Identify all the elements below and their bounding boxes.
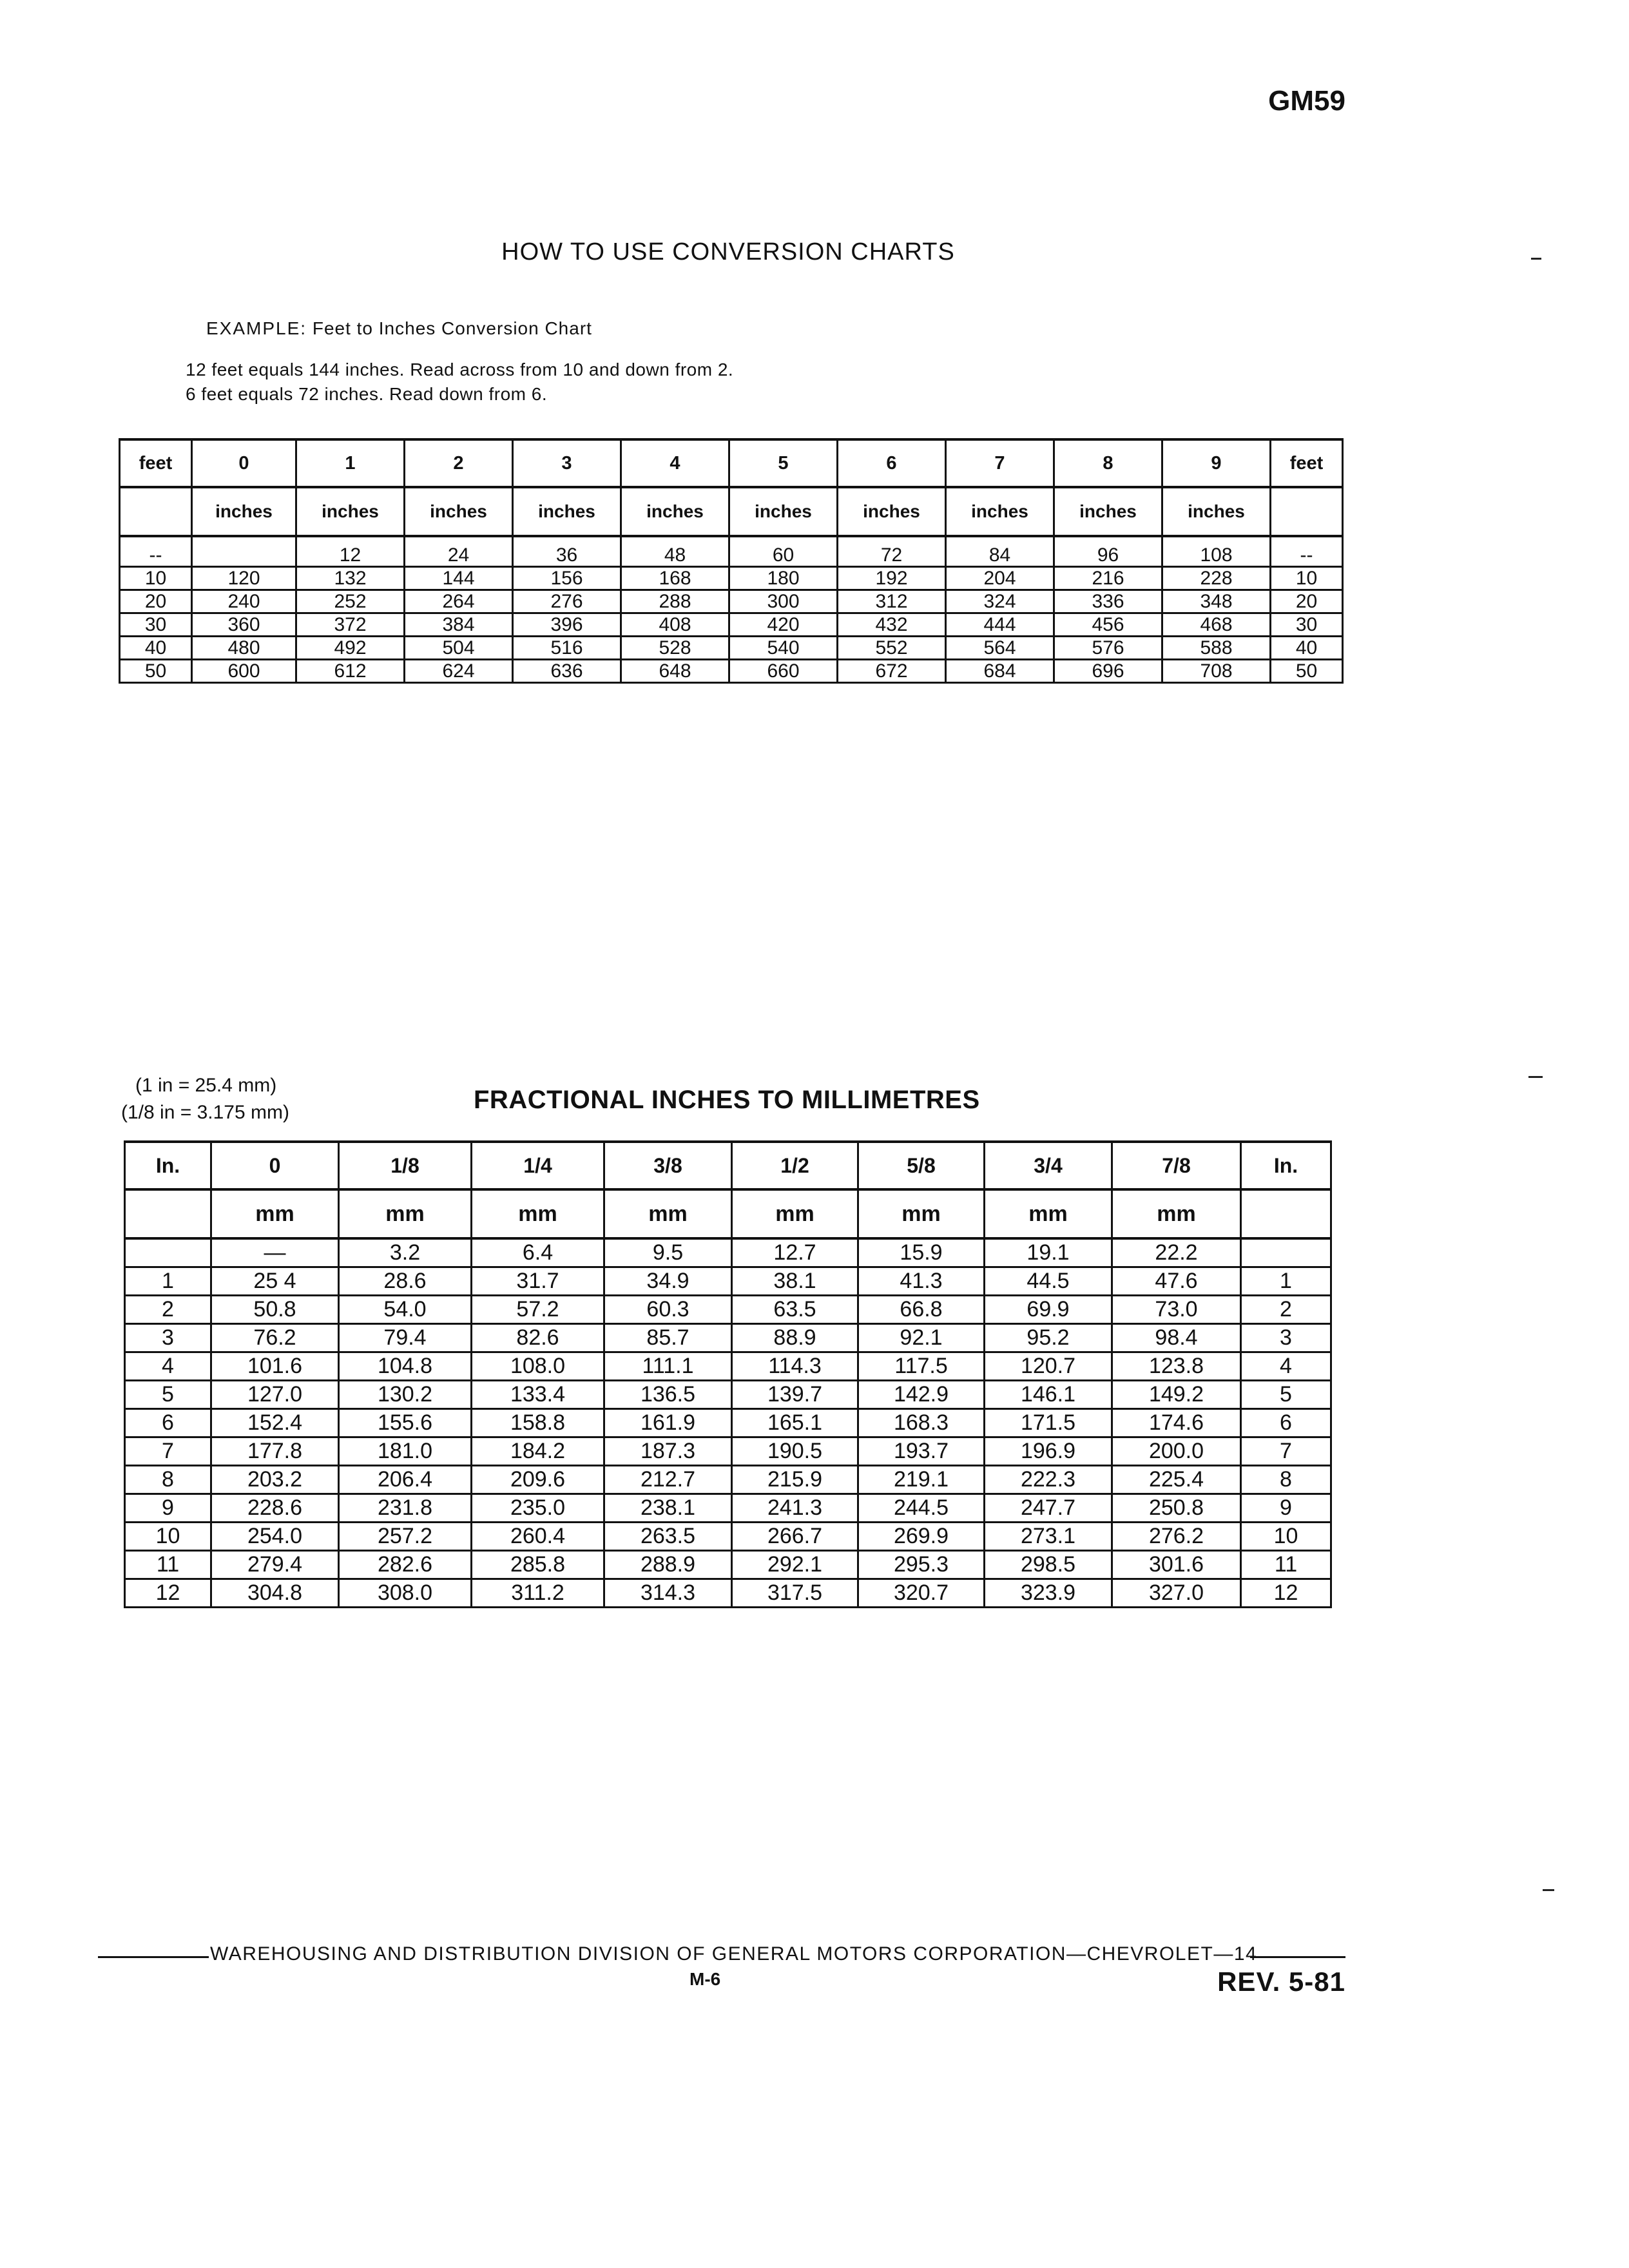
mm-table-cell: 6	[125, 1409, 211, 1437]
mm-table-cell: 12	[125, 1579, 211, 1608]
mm-table-cell: 6.4	[472, 1238, 604, 1267]
feet-table-cell: 444	[946, 613, 1054, 637]
feet-table-cell: inches	[192, 487, 296, 536]
feet-table-cell: 12	[296, 536, 405, 567]
feet-table-row	[120, 536, 1343, 567]
mm-table-cell	[125, 1189, 211, 1238]
mm-table-cell: 5	[1241, 1381, 1331, 1409]
feet-table-cell: 576	[1054, 637, 1162, 660]
feet-table-cell: 252	[296, 590, 405, 613]
mm-table-cell: 273.1	[985, 1523, 1112, 1551]
feet-table-cell: 8	[1054, 439, 1162, 487]
mm-table-cell: 295.3	[858, 1551, 985, 1579]
feet-table-cell: inches	[1054, 487, 1162, 536]
mm-table-row	[125, 1296, 1331, 1324]
feet-table-cell: 684	[946, 660, 1054, 683]
feet-to-inches-table	[119, 438, 1344, 684]
mm-table-cell: 130.2	[339, 1381, 472, 1409]
feet-table-cell: 108	[1162, 536, 1271, 567]
mm-table-cell: 235.0	[472, 1494, 604, 1523]
feet-table-cell: inches	[621, 487, 729, 536]
mm-table-cell: 244.5	[858, 1494, 985, 1523]
feet-table-cell: 384	[405, 613, 513, 637]
feet-table-cell: 60	[729, 536, 838, 567]
mm-table-cell: 269.9	[858, 1523, 985, 1551]
feet-table-cell: 48	[621, 536, 729, 567]
feet-table-cell: --	[120, 536, 192, 567]
feet-table-cell	[120, 487, 192, 536]
mm-table-cell: 41.3	[858, 1267, 985, 1296]
mm-table-cell: 301.6	[1112, 1551, 1241, 1579]
mm-table-cell: 266.7	[732, 1523, 858, 1551]
mm-table-cell: 146.1	[985, 1381, 1112, 1409]
feet-table-row	[120, 613, 1343, 637]
mm-table-cell: 95.2	[985, 1324, 1112, 1352]
mm-table-cell: 158.8	[472, 1409, 604, 1437]
mm-table-cell: 228.6	[211, 1494, 339, 1523]
mm-table-cell: 1/4	[472, 1142, 604, 1189]
feet-table-cell: feet	[1271, 439, 1343, 487]
mm-table-cell: 2	[125, 1296, 211, 1324]
mm-table-cell: 5	[125, 1381, 211, 1409]
mm-table-cell: 317.5	[732, 1579, 858, 1608]
mm-table-cell: 2	[1241, 1296, 1331, 1324]
feet-table-cell: 708	[1162, 660, 1271, 683]
feet-table-cell: 36	[513, 536, 621, 567]
feet-table-cell: 30	[120, 613, 192, 637]
mm-table-cell: 92.1	[858, 1324, 985, 1352]
feet-table-row	[120, 567, 1343, 590]
mm-table-cell: 212.7	[604, 1466, 732, 1494]
mm-table-cell: 10	[125, 1523, 211, 1551]
feet-table-cell: 120	[192, 567, 296, 590]
mm-table-cell: 9	[1241, 1494, 1331, 1523]
feet-table-cell: 564	[946, 637, 1054, 660]
mm-table-cell: 85.7	[604, 1324, 732, 1352]
mm-table-cell: 4	[125, 1352, 211, 1381]
mm-table-cell: mm	[1112, 1189, 1241, 1238]
mm-table-cell: 257.2	[339, 1523, 472, 1551]
mm-table-cell: 11	[1241, 1551, 1331, 1579]
feet-table-cell: 276	[513, 590, 621, 613]
mm-table-cell: 4	[1241, 1352, 1331, 1381]
feet-table-cell: 2	[405, 439, 513, 487]
mm-table-cell: 11	[125, 1551, 211, 1579]
mm-table-cell: 3/4	[985, 1142, 1112, 1189]
mm-table-cell: 165.1	[732, 1409, 858, 1437]
feet-table-cell: 552	[838, 637, 946, 660]
feet-table-cell: 7	[946, 439, 1054, 487]
feet-table-cell: 588	[1162, 637, 1271, 660]
feet-table-cell: 408	[621, 613, 729, 637]
mm-table-cell: 50.8	[211, 1296, 339, 1324]
mm-table-cell: 34.9	[604, 1267, 732, 1296]
mm-table-cell: 263.5	[604, 1523, 732, 1551]
mm-table-cell: 193.7	[858, 1437, 985, 1466]
mm-table-cell: 1/8	[339, 1142, 472, 1189]
feet-table-cell: 72	[838, 536, 946, 567]
mm-table-cell: mm	[472, 1189, 604, 1238]
feet-table-cell: 312	[838, 590, 946, 613]
feet-table-cell: 50	[120, 660, 192, 683]
feet-table-cell: 288	[621, 590, 729, 613]
mm-table-cell: 19.1	[985, 1238, 1112, 1267]
mm-table-cell: 215.9	[732, 1466, 858, 1494]
mm-table-cell: 133.4	[472, 1381, 604, 1409]
footer-division-text: WAREHOUSING AND DISTRIBUTION DIVISION OF GENERAL MOTORS CORPORATION—CHEVROLET—14	[210, 1943, 1258, 1965]
feet-table-cell: 30	[1271, 613, 1343, 637]
feet-table-cell: 600	[192, 660, 296, 683]
footer-rule-left	[98, 1956, 209, 1958]
page-number: M-6	[689, 1969, 721, 1989]
feet-table-row	[120, 590, 1343, 613]
feet-table-cell: 1	[296, 439, 405, 487]
mm-table-cell: 1	[125, 1267, 211, 1296]
feet-table-cell: 528	[621, 637, 729, 660]
mm-table-cell: 168.3	[858, 1409, 985, 1437]
mm-table-cell: 298.5	[985, 1551, 1112, 1579]
mm-table-cell: —	[211, 1238, 339, 1267]
feet-table-header-row	[120, 439, 1343, 487]
feet-table-cell: 348	[1162, 590, 1271, 613]
mm-table-cell: 25 4	[211, 1267, 339, 1296]
mm-table-cell: 31.7	[472, 1267, 604, 1296]
feet-table-cell: 672	[838, 660, 946, 683]
mm-table-cell: mm	[604, 1189, 732, 1238]
mm-table-header-row	[125, 1142, 1331, 1189]
mm-note-inch: (1 in = 25.4 mm)	[135, 1075, 277, 1096]
mm-table-cell: 304.8	[211, 1579, 339, 1608]
mm-table-cell: 22.2	[1112, 1238, 1241, 1267]
feet-table-cell: 636	[513, 660, 621, 683]
mm-table-cell: 12	[1241, 1579, 1331, 1608]
mm-table-cell: mm	[211, 1189, 339, 1238]
mm-table-cell: 1	[1241, 1267, 1331, 1296]
mm-table-cell: 57.2	[472, 1296, 604, 1324]
feet-table-cell: inches	[296, 487, 405, 536]
feet-table-cell: 468	[1162, 613, 1271, 637]
example-label: EXAMPLE:	[206, 318, 307, 338]
mm-table-cell: 222.3	[985, 1466, 1112, 1494]
feet-table-cell: inches	[405, 487, 513, 536]
mm-table-cell: In.	[125, 1142, 211, 1189]
mm-table-cell: 254.0	[211, 1523, 339, 1551]
example-title: Feet to Inches Conversion Chart	[312, 318, 592, 338]
feet-table-cell: inches	[838, 487, 946, 536]
mm-table-cell: 63.5	[732, 1296, 858, 1324]
example-line-2: 6 feet equals 72 inches. Read down from 6.	[186, 384, 548, 404]
mm-table-row	[125, 1551, 1331, 1579]
mm-table-row	[125, 1324, 1331, 1352]
feet-table-cell: 324	[946, 590, 1054, 613]
mm-table-row	[125, 1381, 1331, 1409]
mm-table-cell: 8	[125, 1466, 211, 1494]
mm-table-cell: 200.0	[1112, 1437, 1241, 1466]
mm-table-cell: mm	[732, 1189, 858, 1238]
mm-table-cell: 181.0	[339, 1437, 472, 1466]
mm-table-cell: 60.3	[604, 1296, 732, 1324]
mm-table-cell	[1241, 1238, 1331, 1267]
mm-table-cell: 155.6	[339, 1409, 472, 1437]
mm-table-cell: 104.8	[339, 1352, 472, 1381]
mm-table-cell: 142.9	[858, 1381, 985, 1409]
mm-table-cell: 0	[211, 1142, 339, 1189]
feet-table-cell: 624	[405, 660, 513, 683]
mm-table-row	[125, 1523, 1331, 1551]
mm-table-cell: 15.9	[858, 1238, 985, 1267]
mm-table-row	[125, 1466, 1331, 1494]
mm-table-cell: 314.3	[604, 1579, 732, 1608]
feet-table-row	[120, 637, 1343, 660]
mm-table-cell: 161.9	[604, 1409, 732, 1437]
feet-table-cell: 3	[513, 439, 621, 487]
feet-table-cell: 612	[296, 660, 405, 683]
mm-table-cell: 238.1	[604, 1494, 732, 1523]
mm-table-cell: 9.5	[604, 1238, 732, 1267]
mm-table-cell: 76.2	[211, 1324, 339, 1352]
mm-table-cell: 276.2	[1112, 1523, 1241, 1551]
feet-table-cell: 20	[1271, 590, 1343, 613]
mm-table-cell: 79.4	[339, 1324, 472, 1352]
mm-table-cell: mm	[985, 1189, 1112, 1238]
feet-table-cell: 696	[1054, 660, 1162, 683]
mm-table-row	[125, 1238, 1331, 1267]
mm-table-cell: 3	[125, 1324, 211, 1352]
feet-table-cell: 6	[838, 439, 946, 487]
feet-table-cell: inches	[1162, 487, 1271, 536]
mm-table-cell: 308.0	[339, 1579, 472, 1608]
feet-table-cell	[1271, 487, 1343, 536]
margin-mark	[1543, 1889, 1554, 1891]
document-code: GM59	[1268, 85, 1345, 117]
mm-note-eighth: (1/8 in = 3.175 mm)	[121, 1102, 289, 1123]
mm-table-cell: 187.3	[604, 1437, 732, 1466]
mm-table-cell: 177.8	[211, 1437, 339, 1466]
mm-table-row	[125, 1494, 1331, 1523]
mm-table-cell: 108.0	[472, 1352, 604, 1381]
mm-table-cell: 311.2	[472, 1579, 604, 1608]
mm-table-cell: 203.2	[211, 1466, 339, 1494]
feet-table-cell: 216	[1054, 567, 1162, 590]
mm-table-cell: 241.3	[732, 1494, 858, 1523]
revision-label: REV. 5-81	[1217, 1966, 1345, 1997]
mm-table-cell: 285.8	[472, 1551, 604, 1579]
mm-table-cell: 196.9	[985, 1437, 1112, 1466]
mm-table-cell: 66.8	[858, 1296, 985, 1324]
feet-table-cell: 9	[1162, 439, 1271, 487]
mm-table-cell: 171.5	[985, 1409, 1112, 1437]
mm-table-cell: 5/8	[858, 1142, 985, 1189]
feet-table-cell: --	[1271, 536, 1343, 567]
mm-table-cell: mm	[339, 1189, 472, 1238]
feet-table-cell: 50	[1271, 660, 1343, 683]
feet-table-cell: 492	[296, 637, 405, 660]
mm-table-cell: 101.6	[211, 1352, 339, 1381]
feet-table-cell: 10	[1271, 567, 1343, 590]
mm-table-cell: 282.6	[339, 1551, 472, 1579]
feet-table-row	[120, 660, 1343, 683]
mm-table-cell: 231.8	[339, 1494, 472, 1523]
feet-table-cell: 540	[729, 637, 838, 660]
feet-table-cell: 40	[1271, 637, 1343, 660]
feet-table-cell: 504	[405, 637, 513, 660]
how-to-title: HOW TO USE CONVERSION CHARTS	[501, 238, 955, 265]
feet-table-cell: 156	[513, 567, 621, 590]
mm-table-cell: 7	[125, 1437, 211, 1466]
feet-table-cell: inches	[513, 487, 621, 536]
mm-table-cell: 327.0	[1112, 1579, 1241, 1608]
example-line-1: 12 feet equals 144 inches. Read across from 10 and down from 2.	[186, 360, 734, 380]
mm-table-cell: 209.6	[472, 1466, 604, 1494]
mm-table-cell: 88.9	[732, 1324, 858, 1352]
feet-table-unit-row	[120, 487, 1343, 536]
mm-table-cell: 12.7	[732, 1238, 858, 1267]
mm-table-title: FRACTIONAL INCHES TO MILLIMETRES	[474, 1086, 980, 1114]
feet-table-cell	[192, 536, 296, 567]
feet-table-cell: 648	[621, 660, 729, 683]
mm-table-cell: 7	[1241, 1437, 1331, 1466]
mm-table-unit-row	[125, 1189, 1331, 1238]
feet-table-cell: 24	[405, 536, 513, 567]
mm-table-cell: 206.4	[339, 1466, 472, 1494]
feet-table-cell: 336	[1054, 590, 1162, 613]
feet-table-cell: 204	[946, 567, 1054, 590]
mm-table-cell: 127.0	[211, 1381, 339, 1409]
mm-table-cell: 184.2	[472, 1437, 604, 1466]
feet-table-cell: 192	[838, 567, 946, 590]
mm-table-cell: 288.9	[604, 1551, 732, 1579]
mm-table-cell: 247.7	[985, 1494, 1112, 1523]
feet-table-cell: 396	[513, 613, 621, 637]
mm-table-cell: 54.0	[339, 1296, 472, 1324]
mm-table-cell: 82.6	[472, 1324, 604, 1352]
mm-table-row	[125, 1437, 1331, 1466]
mm-table-cell: 292.1	[732, 1551, 858, 1579]
mm-table-cell: 260.4	[472, 1523, 604, 1551]
mm-table-cell: 3	[1241, 1324, 1331, 1352]
feet-table-cell: 10	[120, 567, 192, 590]
feet-table-cell: 4	[621, 439, 729, 487]
mm-table-row	[125, 1352, 1331, 1381]
feet-table-cell: feet	[120, 439, 192, 487]
mm-table-cell: 47.6	[1112, 1267, 1241, 1296]
mm-table-cell: 28.6	[339, 1267, 472, 1296]
feet-table-cell: 300	[729, 590, 838, 613]
feet-table-cell: 20	[120, 590, 192, 613]
mm-table-cell: 123.8	[1112, 1352, 1241, 1381]
mm-table-cell: 279.4	[211, 1551, 339, 1579]
mm-table-cell: 152.4	[211, 1409, 339, 1437]
mm-table-cell: 111.1	[604, 1352, 732, 1381]
fractional-inches-to-mm-table	[124, 1140, 1332, 1608]
mm-table-cell: 38.1	[732, 1267, 858, 1296]
margin-mark	[1528, 1076, 1543, 1078]
mm-table-cell: In.	[1241, 1142, 1331, 1189]
mm-table-cell: 250.8	[1112, 1494, 1241, 1523]
mm-table-cell: 98.4	[1112, 1324, 1241, 1352]
feet-table-cell: 144	[405, 567, 513, 590]
mm-table-cell: 149.2	[1112, 1381, 1241, 1409]
mm-table-cell: 136.5	[604, 1381, 732, 1409]
feet-table-cell: 5	[729, 439, 838, 487]
mm-table-row	[125, 1267, 1331, 1296]
feet-table-cell: 180	[729, 567, 838, 590]
mm-table-cell: 9	[125, 1494, 211, 1523]
feet-table-cell: 96	[1054, 536, 1162, 567]
mm-table-cell: 225.4	[1112, 1466, 1241, 1494]
footer-rule-right	[1250, 1956, 1345, 1958]
mm-table-cell: 219.1	[858, 1466, 985, 1494]
mm-table-cell: 320.7	[858, 1579, 985, 1608]
feet-table-cell: 660	[729, 660, 838, 683]
feet-table-cell: 456	[1054, 613, 1162, 637]
example-heading	[206, 318, 592, 339]
feet-table-cell: 132	[296, 567, 405, 590]
feet-table-cell: 40	[120, 637, 192, 660]
feet-table-cell: 420	[729, 613, 838, 637]
mm-table-cell	[1241, 1189, 1331, 1238]
feet-table-cell: 516	[513, 637, 621, 660]
feet-table-cell: 480	[192, 637, 296, 660]
feet-table-cell: 360	[192, 613, 296, 637]
feet-table-cell: 372	[296, 613, 405, 637]
feet-table-cell: inches	[729, 487, 838, 536]
mm-table-cell: 6	[1241, 1409, 1331, 1437]
feet-table-cell: 0	[192, 439, 296, 487]
mm-table-cell: 8	[1241, 1466, 1331, 1494]
mm-table-cell: 1/2	[732, 1142, 858, 1189]
mm-table-cell: 7/8	[1112, 1142, 1241, 1189]
mm-table-cell: 10	[1241, 1523, 1331, 1551]
mm-table-cell: mm	[858, 1189, 985, 1238]
mm-table-row	[125, 1409, 1331, 1437]
mm-table-cell: 69.9	[985, 1296, 1112, 1324]
feet-table-cell: 432	[838, 613, 946, 637]
mm-table-cell: 44.5	[985, 1267, 1112, 1296]
feet-table-cell: inches	[946, 487, 1054, 536]
mm-table-cell: 139.7	[732, 1381, 858, 1409]
feet-table-cell: 228	[1162, 567, 1271, 590]
feet-table-cell: 240	[192, 590, 296, 613]
mm-table-cell: 323.9	[985, 1579, 1112, 1608]
mm-table-cell: 117.5	[858, 1352, 985, 1381]
feet-table-cell: 264	[405, 590, 513, 613]
mm-table-cell: 3.2	[339, 1238, 472, 1267]
mm-table-cell	[125, 1238, 211, 1267]
mm-table-row	[125, 1579, 1331, 1608]
margin-mark	[1531, 258, 1541, 260]
feet-table-cell: 168	[621, 567, 729, 590]
mm-table-cell: 114.3	[732, 1352, 858, 1381]
mm-table-cell: 174.6	[1112, 1409, 1241, 1437]
mm-table-cell: 120.7	[985, 1352, 1112, 1381]
mm-table-cell: 3/8	[604, 1142, 732, 1189]
mm-table-cell: 190.5	[732, 1437, 858, 1466]
feet-table-cell: 84	[946, 536, 1054, 567]
mm-table-cell: 73.0	[1112, 1296, 1241, 1324]
